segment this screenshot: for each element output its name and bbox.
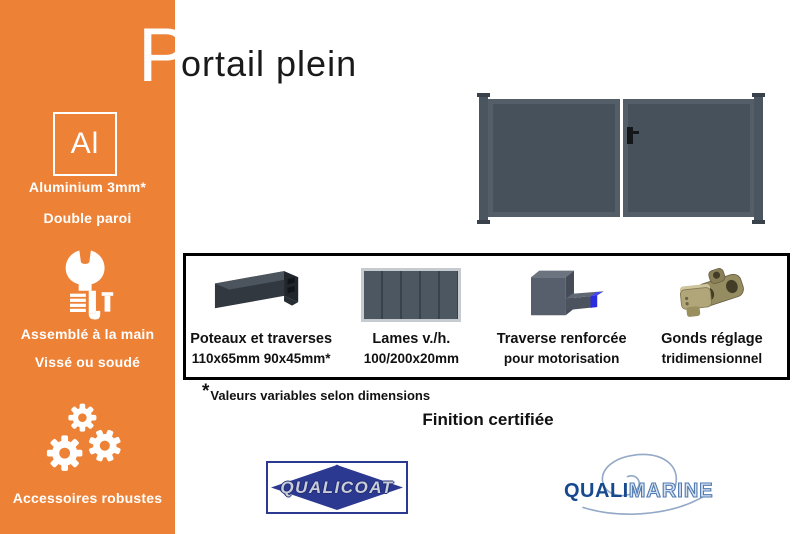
finish-heading: Finition certifiée — [422, 410, 554, 429]
footnote — [202, 381, 431, 408]
footnote-text: Valeurs variables selon dimensions — [210, 388, 431, 403]
hinge-icon — [637, 262, 787, 328]
feature-spec: 110x65mm 90x45mm* — [191, 351, 331, 366]
feature-poteaux — [186, 256, 336, 377]
footnote-asterisk: * — [202, 381, 210, 402]
qualimarine-logo — [552, 450, 714, 522]
gate-product-image — [477, 93, 765, 226]
features-panel — [183, 253, 790, 380]
feature-lames — [336, 256, 486, 377]
feature-spec: pour motorisation — [503, 351, 620, 366]
gate-leaf-left — [488, 99, 620, 217]
feature-spec: 100/200x20mm — [363, 351, 460, 366]
material-line-1: Aluminium 3mm* — [28, 179, 147, 195]
feature-title: Traverse renforcée — [496, 331, 627, 347]
gate-post-left — [479, 97, 488, 220]
aluminium-symbol — [53, 112, 117, 176]
feature-title: Gonds réglage — [661, 331, 763, 347]
qualimarine-bold-part: QUALI — [564, 480, 629, 502]
feature-spec: tridimensionnel — [661, 351, 763, 366]
slats-icon — [336, 262, 486, 328]
accessories-line: Accessoires robustes — [12, 490, 163, 506]
feature-title: Poteaux et traverses — [190, 331, 333, 347]
page-title: ortail plein — [181, 43, 358, 84]
assembly-line-2: Vissé ou soudé — [34, 354, 141, 370]
assembly-line-1: Assemblé à la main — [20, 326, 155, 342]
gate-post-right — [754, 97, 763, 220]
feature-title: Lames v./h. — [372, 331, 451, 347]
gears-icon — [40, 399, 136, 483]
qualimarine-wordmark — [564, 480, 714, 503]
wrench-screw-icon — [44, 249, 132, 321]
al-symbol-label: Al — [70, 127, 100, 160]
feature-traverse — [487, 256, 637, 377]
qualicoat-logo — [266, 461, 408, 514]
gate-post-foot — [752, 220, 765, 224]
qualicoat-wordmark: QUALICOAT — [280, 477, 394, 497]
gate-leaf-right — [623, 99, 755, 217]
gate-post-foot — [477, 220, 490, 224]
qualimarine-outline-part: MARINE — [628, 480, 714, 502]
gate-handle-lever — [631, 131, 639, 134]
material-line-2: Double paroi — [43, 210, 132, 226]
gate-handle — [627, 127, 633, 144]
motorisation-traverse-icon — [487, 262, 637, 328]
feature-gonds — [637, 256, 787, 377]
aluminium-profile-icon — [186, 262, 336, 328]
page-title-initial: P — [138, 13, 189, 98]
